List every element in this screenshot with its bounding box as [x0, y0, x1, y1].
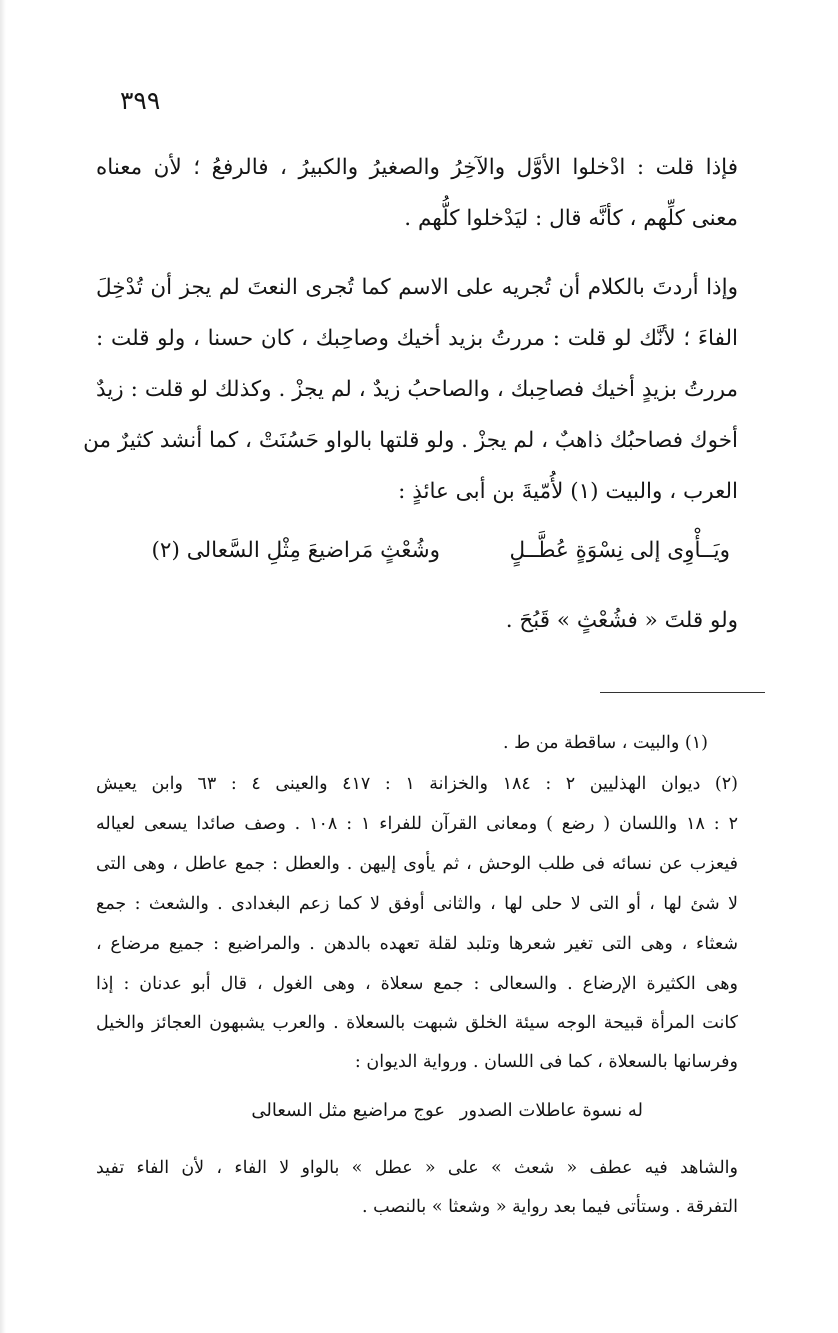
main-text-line: العرب ، والبيت (١) لأُمّيةَ بن أبى عائذٍ :	[398, 479, 738, 504]
footnote-line: فيعزب عن نسائه فى طلب الوحش ، ثم يأوى إليهن . والعطل : جمع عاطل ، وهى التى	[96, 854, 738, 874]
footnote-line: ٢ : ١٨ واللسان ( رضع ) ومعانى القرآن للفراء ١ : ١٠٨ . وصف صائدا يسعى لعياله	[96, 814, 738, 834]
footnote-line: لا شئ لها ، أو التى لا حلى لها ، والثانى أوفق لا كما زعم البغدادى . والشعث : جمع	[96, 894, 738, 914]
main-text-line: الفاءَ ؛ لأنَّك لو قلت : مررتُ بزيد أخيك وصاحِبك ، كان حسنا ، ولو قلت :	[96, 326, 738, 351]
footnote-line: التفرقة . وستأتى فيما بعد رواية « وشعثا » بالنصب .	[361, 1197, 738, 1217]
footnote-line: (١) والبيت ، ساقطة من ط .	[502, 733, 708, 753]
footnote-line: وهى الكثيرة الإرضاع . والسعالى : جمع سعلاة ، وهى الغول ، قال أبو عدنان : إذا	[96, 974, 738, 994]
main-text-line: فإذا قلت : ادْخلوا الأوَّل والآخِرُ والصغيرُ والكبيرُ ، فالرفعُ ؛ لأن معناه	[96, 155, 738, 180]
page-edge-shadow	[0, 0, 6, 1333]
main-text-line: وإذا أردتَ بالكلام أن تُجريه على الاسم كما تُجرى النعتَ لم يجز أن تُدْخِلَ	[96, 275, 738, 300]
footnote-line: والشاهد فيه عطف « شعث » على « عطل » بالواو لا الفاء ، لأن الفاء تفيد	[96, 1158, 738, 1178]
main-text-line: مررتُ بزيدٍ أخيك فصاحِبك ، والصاحبُ زيدٌ ، لم يجزْ . وكذلك لو قلت : زيدٌ	[96, 377, 738, 402]
footnote-line: كانت المرأة قبيحة الوجه سيئة الخلق شبهت بالسعلاة . والعرب يشبهون العجائز والخيل	[96, 1013, 738, 1033]
page-number: ٣٩٩	[120, 86, 161, 115]
footnote-line: وفرسانها بالسعلاة ، كما فى اللسان . ورواية الديوان :	[354, 1052, 738, 1072]
main-text-line: ولو قلتَ « فشُعْثٍ » قَبُحَ .	[505, 608, 738, 633]
footnote-line: شعثاء ، وهى التى تغير شعرها وتلبد لقلة تعهده بالدهن . والمراضيع : جميع مرضاع ،	[96, 934, 738, 954]
verse-first-hemistich: ويَــأْوِى إلى نِسْوَةٍ عُطَّــلٍ	[509, 538, 730, 563]
footnote-line: (٢) ديوان الهذليين ٢ : ١٨٤ والخزانة ١ : ٤١٧ والعينى ٤ : ٦٣ وابن يعيش	[96, 774, 738, 794]
verse-second-hemistich: وشُعْثٍ مَراضيعَ مِثْلِ السَّعالى (٢)	[151, 538, 440, 563]
footnote-verse-second-hemistich: عوج مراضيع مثل السعالى	[251, 1100, 445, 1121]
footnote-verse-first-hemistich: له نسوة عاطلات الصدور	[459, 1100, 643, 1121]
main-text-line: معنى كلِّهم ، كأنَّه قال : ليَدْخلوا كلُّهم .	[404, 206, 738, 231]
footnote-divider	[600, 692, 765, 693]
main-text-line: أخوك فصاحبُك ذاهبٌ ، لم يجزْ . ولو قلتها بالواو حَسُنَتْ ، كما أنشد كثيرٌ من	[83, 428, 738, 453]
